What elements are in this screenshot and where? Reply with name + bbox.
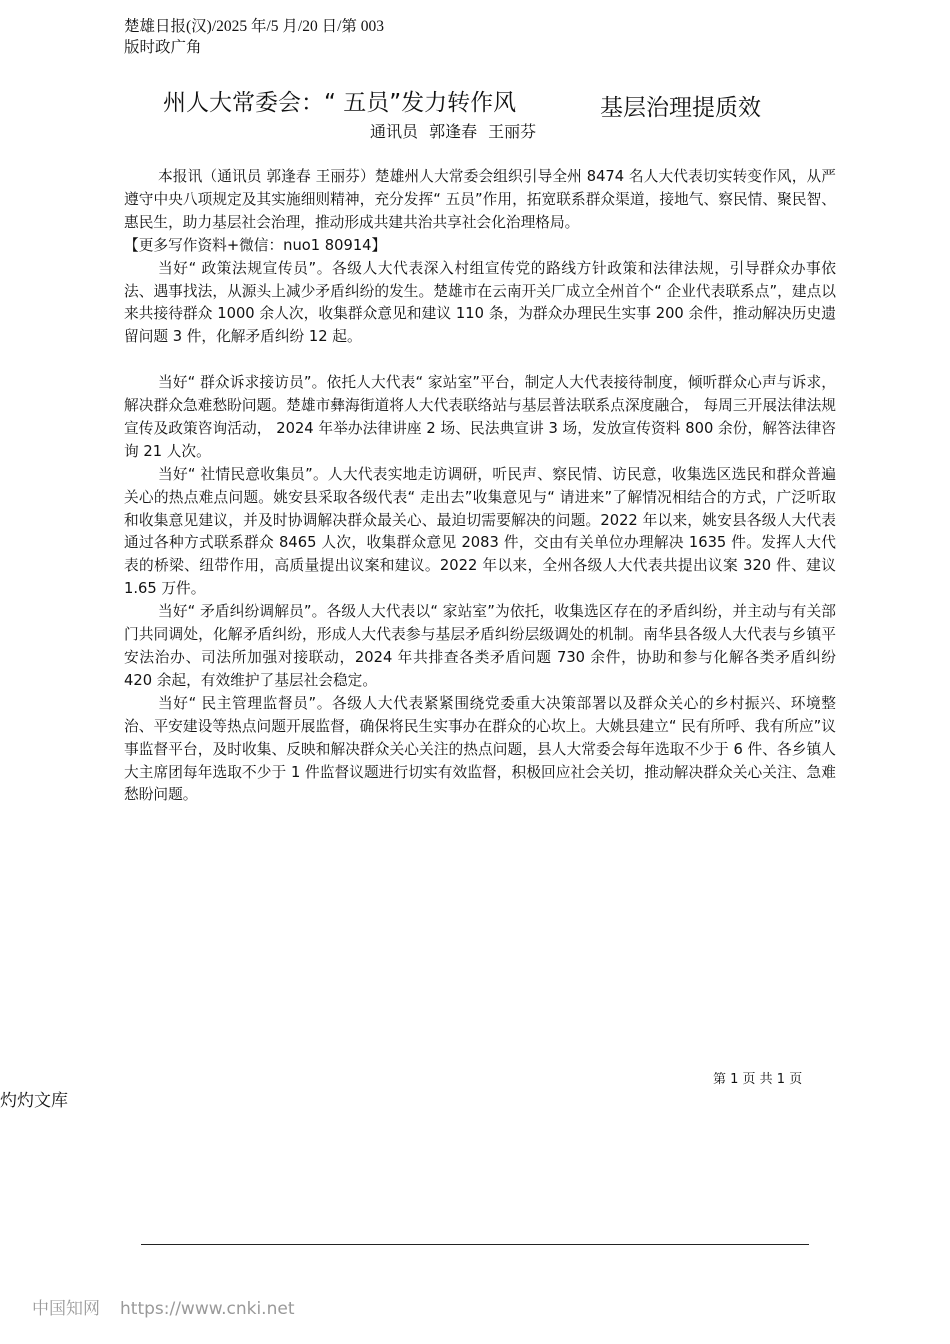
site-footer bbox=[32, 1294, 314, 1319]
article-title: 州人大常委会：“ 五员”发力转作风 bbox=[163, 90, 517, 116]
source-line-2: 版时政广角 bbox=[124, 39, 202, 56]
article-paragraph: 当好“ 社情民意收集员”。人大代表实地走访调研，听民声、察民情、访民意，收集选区选民和群众普遍关心的热点难点问题。姚安县采取各级代表“ 走出去”收集意见与“ 请进来”了解情况相结合的方式，广泛听取和收集意见建议，并及时协调解决群众最关心、最迫切需要解决的问题。2022 年以来，姚安县各级人大代表通过各种方式联系群众 8465 人次，收集群众意见 2083 件，交由有关单位办理解决 1635 件。发挥人大代表的桥梁、纽带作用，高质量提出议案和建议。2022 年以来，全州各级人大代表共提出议案 320 件、建议 1.65 万件。 bbox=[124, 465, 836, 598]
article-paragraph: 当好“ 群众诉求接访员”。依托人大代表“ 家站室”平台，制定人大代表接待制度，倾听群众心声与诉求，解决群众急难愁盼问题。楚雄市彝海街道将人大代表联络站与基层普法联系点深度融合， 每周三开展法律法规宣传及政策咨询活动， 2024 年举办法律讲座 2 场、民法典宣讲 3 场，发放宣传资料 800 余份，解答法律咨询 21 人次。 bbox=[124, 374, 836, 460]
article-paragraph: 当好“ 民主管理监督员”。各级人大代表紧紧围绕党委重大决策部署以及群众关心的乡村振兴、环境整治、平安建设等热点问题开展监督，确保将民生实事办在群众的心坎上。大姚县建立“ 民有所呼、我有所应”议事监督平台，及时收集、反映和解决群众关心关注的热点问题，县人大常委会每年选取不少于 6 件、各乡镇人大主席团每年选取不少于 1 件监督议题进行切实有效监督，积极回应社会关切，推动解决群众关心关注、急难愁盼问题。 bbox=[124, 694, 836, 804]
article-title-continued: 基层治理提质效 bbox=[600, 95, 761, 121]
article-paragraph: 当好“ 矛盾纠纷调解员”。各级人大代表以“ 家站室”为依托，收集选区存在的矛盾纠纷，并主动与有关部门共同调处，化解矛盾纠纷，形成人大代表参与基层矛盾纠纷层级调处的机制。南华县各级人大代表与乡镇平安法治办、司法所加强对接联动，2024 年共排查各类矛盾问题 730 余件，协助和参与化解各类矛盾纠纷 420 余起，有效维护了基层社会稳定。 bbox=[124, 603, 836, 689]
footer-divider bbox=[141, 1244, 809, 1245]
promo-note: 【更多写作资料+微信：nuo1 80914】 bbox=[124, 236, 387, 254]
article-paragraph: 本报讯（通讯员 郭逢春 王丽芬）楚雄州人大常委会组织引导全州 8474 名人大代表切实转变作风，从严遵守中央八项规定及其实施细则精神，充分发挥“ 五员”作用，拓宽联系群众渠道，接地气、察民情、聚民智、惠民生，助力基层社会治理，推动形成共建共治共享社会化治理格局。 bbox=[124, 168, 836, 231]
article-byline: 通讯员 郭逢春 王丽芬 bbox=[370, 122, 537, 141]
publication-source bbox=[124, 16, 384, 58]
page-number: 第 1 页 共 1 页 bbox=[713, 1072, 803, 1087]
article-body bbox=[124, 166, 836, 807]
site-name: 中国知网 bbox=[32, 1299, 100, 1319]
source-line-1: 楚雄日报(汉)/2025 年/5 月/20 日/第 003 bbox=[124, 18, 385, 35]
library-watermark: 灼灼文库 bbox=[0, 1091, 68, 1111]
article-paragraph: 当好“ 政策法规宣传员”。各级人大代表深入村组宣传党的路线方针政策和法律法规，引导群众办事依法、遇事找法，从源头上减少矛盾纠纷的发生。楚雄市在云南开关厂成立全州首个“ 企业代表联系点”，建点以来共接待群众 1000 余人次，收集群众意见和建议 110 条，为群众办理民生实事 200 余件，推动解决历史遗留问题 3 件，化解矛盾纠纷 12 起。 bbox=[124, 259, 836, 346]
site-url-link[interactable]: https://www.cnki.net bbox=[120, 1299, 295, 1319]
